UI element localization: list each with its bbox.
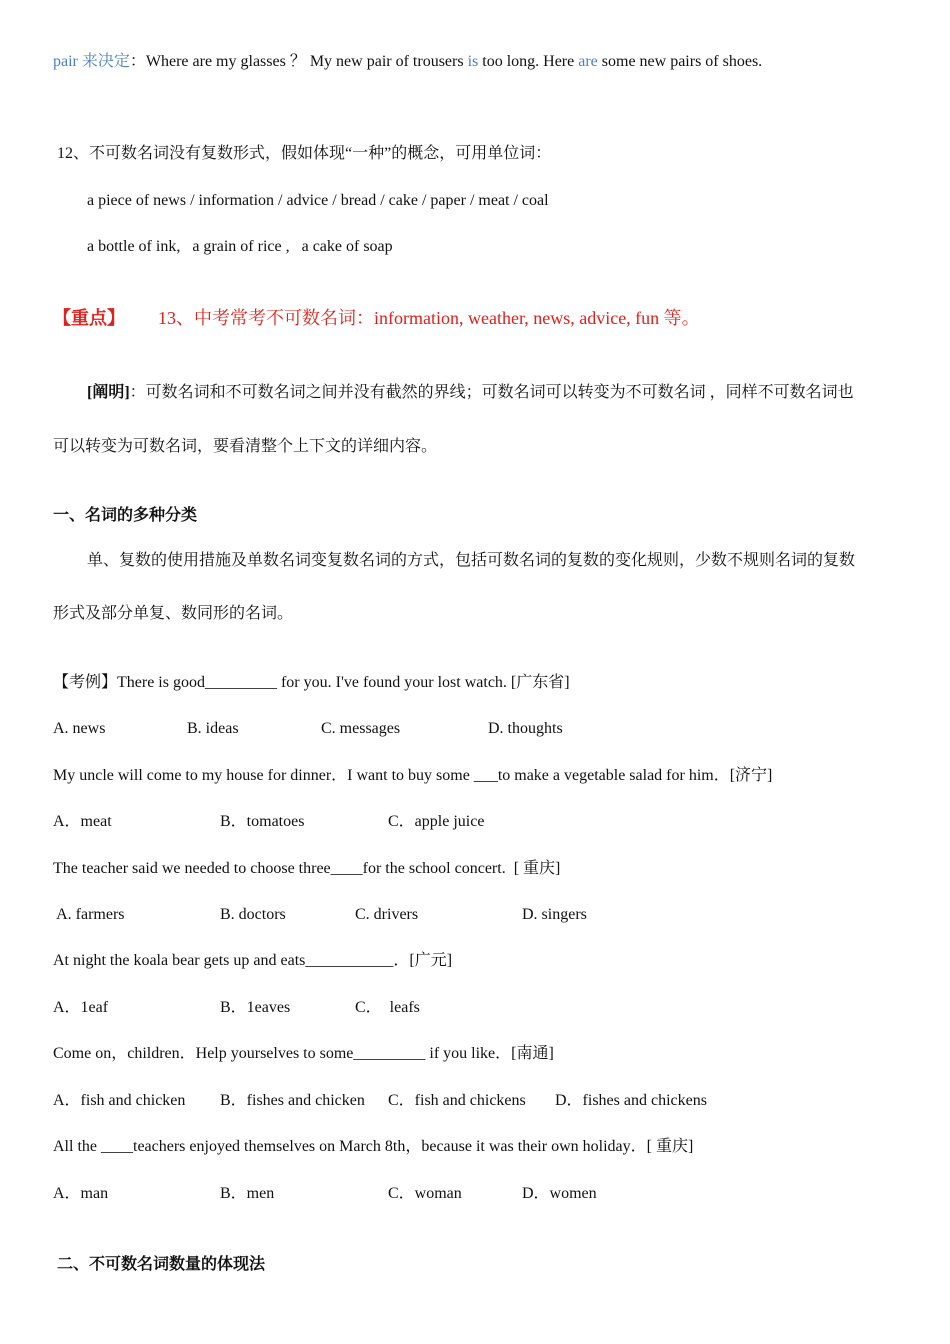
question-stem: Come on，children．Help yourselves to some_________ if you like．[南通] <box>53 1045 554 1062</box>
text: ：Where are my glasses ？ My new pair of trousers <box>129 53 468 70</box>
option-b: B．men <box>220 1185 275 1202</box>
unit-word-examples-1: a piece of news / information / advice / bread / cake / paper / meat / coal <box>87 192 549 209</box>
note-paragraph-cont: 可以转变为可数名词，要看清整个上下文的详细内容。 <box>53 438 438 455</box>
option-d: D. singers <box>522 906 587 923</box>
option-b: B. ideas <box>187 720 239 737</box>
option-a: A．meat <box>53 813 112 830</box>
blue-text: pair 来决定 <box>53 53 130 70</box>
question-stem: At night the koala bear gets up and eats___________．[广元] <box>53 952 453 969</box>
blue-text: are <box>578 53 598 70</box>
option-d: D．fishes and chickens <box>555 1092 707 1109</box>
section-1-text-cont: 形式及部分单复、数同形的名词。 <box>53 605 294 622</box>
paragraph-pair-rule <box>53 51 762 73</box>
note-label: [阐明] <box>87 384 130 401</box>
option-b: B．fishes and chicken <box>220 1092 365 1109</box>
option-c: C. drivers <box>355 906 419 923</box>
option-a: A．fish and chicken <box>53 1092 186 1109</box>
section-1-title: 一、名词的多种分类 <box>53 507 198 524</box>
key-point-text: 13、中考常考不可数名词：information, weather, news, advice, fun 等。 <box>158 308 700 328</box>
text: some new pairs of shoes. <box>597 53 763 70</box>
question-stem: 【考例】There is good_________ for you. I've found your lost watch. [广东省] <box>53 674 570 691</box>
unit-word-examples-2: a bottle of ink, a grain of rice , a cake of soap <box>87 238 393 255</box>
option-d: D. thoughts <box>488 720 563 737</box>
option-c: C. messages <box>321 720 401 737</box>
option-c: C．woman <box>388 1185 462 1202</box>
option-c: C． leafs <box>355 999 420 1016</box>
option-b: B．tomatoes <box>220 813 305 830</box>
option-c: C．fish and chickens <box>388 1092 526 1109</box>
option-a: A．man <box>53 1185 109 1202</box>
option-c: C．apple juice <box>388 813 485 830</box>
option-a: A. farmers <box>53 906 125 923</box>
option-b: B. doctors <box>220 906 286 923</box>
item-12-heading: 12、不可数名词没有复数形式，假如体现“一种”的概念，可用单位词： <box>57 145 552 162</box>
question-stem: All the ____teachers enjoyed themselves on March 8th，because it was their own holiday．[ 重庆] <box>53 1138 694 1155</box>
note-text: ：可数名词和不可数名词之间并没有截然的界线；可数名词可以转变为不可数名词 ，同样不可数名词也 <box>129 384 854 401</box>
option-a: A. news <box>53 720 106 737</box>
key-point-tag: 【重点】 <box>53 308 125 328</box>
question-stem: My uncle will come to my house for dinner．I want to buy some ___to make a vegetable salad for him．[济宁] <box>53 767 773 784</box>
section-1-text: 单、复数的使用措施及单数名词变复数名词的方式，包括可数名词的复数的变化规则，少数不规则名词的复数 <box>87 552 856 569</box>
option-b: B．1eaves <box>220 999 291 1016</box>
question-stem: The teacher said we needed to choose three____for the school concert. [ 重庆] <box>53 860 561 877</box>
option-a: A．1eaf <box>53 999 109 1016</box>
note-paragraph <box>87 382 854 404</box>
blue-text: is <box>467 53 479 70</box>
text: too long. Here <box>478 53 579 70</box>
section-2-title: 二、不可数名词数量的体现法 <box>57 1256 266 1273</box>
option-d: D．women <box>522 1185 597 1202</box>
